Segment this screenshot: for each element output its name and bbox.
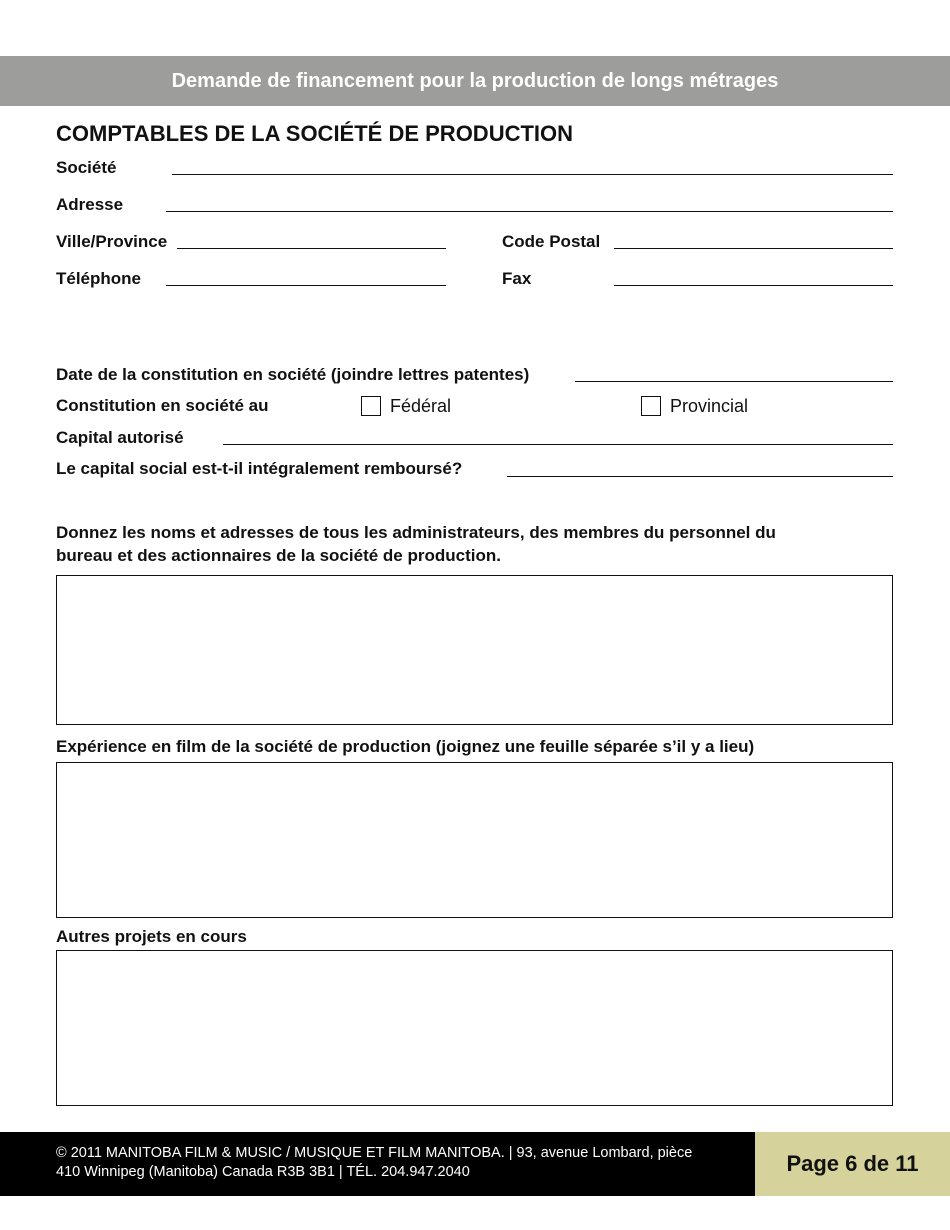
ville-province-field[interactable] <box>177 248 446 249</box>
code-postal-field[interactable] <box>614 248 893 249</box>
fax-field[interactable] <box>614 285 893 286</box>
administrateurs-textarea[interactable] <box>56 575 893 725</box>
telephone-field[interactable] <box>166 285 446 286</box>
footer-line-1: © 2011 MANITOBA FILM & MUSIC / MUSIQUE ET FILM MANITOBA. | 93, avenue Lombard, pièce <box>56 1145 693 1161</box>
experience-textarea[interactable] <box>56 762 893 918</box>
footer-copyright <box>0 1132 755 1196</box>
ville-province-label: Ville/Province <box>56 232 168 251</box>
capital-rembourse-label: Le capital social est-t-il intégralement remboursé? <box>56 459 463 478</box>
capital-rembourse-field[interactable] <box>507 476 893 477</box>
capital-autorise-label: Capital autorisé <box>56 428 184 447</box>
capital-autorise-field[interactable] <box>223 444 893 445</box>
provincial-option-label: Provincial <box>670 396 749 416</box>
banner-title: Demande de financement pour la production de longs métrages <box>171 69 779 92</box>
administrateurs-question-line2: bureau et des actionnaires de la société de production. <box>56 546 501 565</box>
page-number-label: Page 6 de 11 <box>786 1151 919 1176</box>
page-number-badge <box>755 1132 950 1196</box>
telephone-label: Téléphone <box>56 269 142 288</box>
date-constitution-field[interactable] <box>575 381 893 382</box>
code-postal-label: Code Postal <box>502 232 601 251</box>
autres-projets-textarea[interactable] <box>56 950 893 1106</box>
societe-field[interactable] <box>172 174 893 175</box>
document-header-banner <box>0 56 950 106</box>
administrateurs-question <box>56 521 886 567</box>
federal-option-label: Fédéral <box>390 396 452 416</box>
autres-projets-label: Autres projets en cours <box>56 927 247 946</box>
societe-label: Société <box>56 158 117 177</box>
date-constitution-label: Date de la constitution en société (joindre lettres patentes) <box>56 365 530 384</box>
section-title: COMPTABLES DE LA SOCIÉTÉ DE PRODUCTION <box>56 121 574 146</box>
adresse-label: Adresse <box>56 195 124 214</box>
fax-label: Fax <box>502 269 532 288</box>
administrateurs-question-line1: Donnez les noms et adresses de tous les administrateurs, des membres du personnel du <box>56 523 776 542</box>
provincial-checkbox[interactable] <box>641 396 661 416</box>
constitution-au-label: Constitution en société au <box>56 396 269 415</box>
federal-checkbox[interactable] <box>361 396 381 416</box>
adresse-field[interactable] <box>166 211 893 212</box>
footer-line-2: 410 Winnipeg (Manitoba) Canada R3B 3B1 | TÉL. 204.947.2040 <box>56 1164 470 1180</box>
experience-question: Expérience en film de la société de production (joignez une feuille séparée s’il y a lieu) <box>56 737 755 756</box>
